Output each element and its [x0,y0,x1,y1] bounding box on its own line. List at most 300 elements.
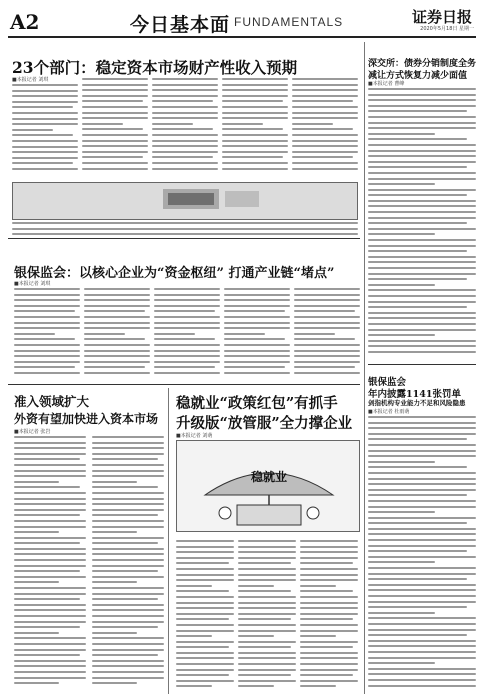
text-line [368,651,476,653]
text-line [368,528,476,530]
text-line [154,288,220,290]
text-line [368,573,476,575]
text-line [368,685,476,687]
text-line [154,333,195,335]
photo-caption-lines [12,222,358,236]
text-line [292,151,358,153]
text-line [82,84,148,86]
strip-photo [12,182,358,220]
text-line [238,652,296,654]
meeting-photo-graphic [13,183,358,220]
article-subheadline: 减让方式恢复力减少面值 [368,71,468,81]
text-line [84,350,150,352]
text-line [12,95,78,97]
text-line [82,78,148,80]
text-line [224,327,290,329]
text-line [300,669,358,671]
text-line [222,128,283,130]
text-line [92,581,137,583]
text-line [92,587,164,589]
text-line [12,222,358,224]
text-line [368,317,476,319]
cartoon-label: 稳就业 [250,470,288,484]
article-headline: 深交所：债券分销制度全务 [368,59,477,69]
text-line [14,458,80,460]
text-line [14,615,86,617]
article-byline: ■本报记者 刘琪 [12,77,49,83]
text-line [238,630,296,632]
text-line [82,95,148,97]
text-line [176,680,234,682]
text-line [368,640,476,642]
text-line [92,453,164,455]
text-line [294,294,360,296]
text-line [292,134,358,136]
text-line [82,112,148,114]
article-body [12,84,78,176]
text-line [224,299,290,301]
text-line [300,562,353,564]
section-divider [8,238,360,239]
text-line [14,322,80,324]
text-line [368,150,476,152]
text-line [238,568,296,570]
text-line [14,654,80,656]
text-line [14,553,86,555]
text-line [14,294,80,296]
text-line [12,90,78,92]
text-line [84,310,145,312]
text-line [238,657,296,659]
text-line [368,550,467,552]
text-line [14,665,86,667]
text-line [368,127,476,129]
text-line [176,674,229,676]
text-line [152,162,218,164]
text-line [300,641,358,643]
text-line [84,366,145,368]
text-line [368,88,476,90]
text-line [238,646,291,648]
article-subheadline: 外资有望加快进入资本市场 [14,412,159,426]
text-line [368,250,467,252]
text-line [368,533,476,535]
text-line [292,168,358,170]
text-line [368,94,476,96]
text-line [224,288,290,290]
text-line [300,674,353,676]
text-line [224,344,290,346]
text-line [176,602,234,604]
text-line [14,660,86,662]
text-line [292,112,358,114]
text-line [92,514,158,516]
text-line [82,151,148,153]
text-line [152,100,213,102]
text-line [368,261,476,263]
text-line [368,295,476,297]
text-line [238,596,296,598]
text-line [222,89,288,91]
page-number: A2 [10,10,40,34]
text-line [14,288,80,290]
text-line [92,537,164,539]
text-line [82,145,148,147]
text-line [368,629,476,631]
article-body [82,78,148,176]
text-line [152,156,213,158]
article-headline: 银保监会 [368,377,407,388]
text-line [82,89,148,91]
text-line [12,151,78,153]
text-line [154,305,220,307]
section-title: 今日基本面 [130,14,231,36]
text-line [92,553,164,555]
text-line [154,344,220,346]
text-line [368,634,467,636]
article-body [14,288,80,380]
text-line [292,106,358,108]
text-line [368,172,476,174]
text-line [368,228,476,230]
text-line [238,551,296,553]
text-line [12,228,358,230]
column-divider [168,388,169,694]
text-line [300,585,336,587]
text-line [368,472,476,474]
text-line [300,624,358,626]
text-line [368,273,476,275]
text-line [224,305,290,307]
article-headline: 23个部门：稳定资本市场财产性收入预期 [12,58,298,77]
right-column [368,42,476,694]
text-line [92,593,164,595]
article-body [176,540,234,692]
article-headline: 银保监会：以核心企业为“资金枢纽” 打通产业链“堵点” [14,266,335,281]
text-line [222,84,288,86]
text-line [14,598,80,600]
text-line [14,447,86,449]
text-line [154,294,220,296]
text-line [176,590,229,592]
text-line [224,294,290,296]
text-line [300,680,358,682]
text-line [14,677,86,679]
text-line [368,450,476,452]
text-line [152,112,218,114]
text-line [84,322,150,324]
text-line [84,355,150,357]
text-line [154,361,220,363]
text-line [294,333,335,335]
text-line [176,669,234,671]
text-line [300,602,358,604]
text-line [368,138,467,140]
text-line [222,134,288,136]
text-line [92,637,164,639]
text-line [12,157,78,159]
text-line [92,565,164,567]
text-line [238,607,296,609]
text-line [154,338,215,340]
text-line [368,334,435,336]
text-line [14,503,86,505]
text-line [92,654,158,656]
text-line [300,652,358,654]
text-line [14,576,86,578]
text-line [368,416,476,418]
text-line [92,509,164,511]
text-line [154,316,220,318]
text-line [222,145,288,147]
text-line [176,596,234,598]
text-line [368,122,476,124]
text-line [368,217,476,219]
text-line [294,310,355,312]
text-line [92,665,164,667]
text-line [224,350,290,352]
text-line [176,557,234,559]
article-body [368,416,476,694]
text-line [14,350,80,352]
text-line [368,155,476,157]
masthead-logo: 证券日报 [411,8,472,26]
article-body [152,78,218,176]
text-line [224,316,290,318]
text-line [238,585,274,587]
text-line [368,494,467,496]
text-line [12,162,73,164]
text-line [238,685,274,687]
text-line [12,129,53,131]
text-line [176,568,234,570]
text-line [222,156,283,158]
text-line [176,663,234,665]
article-headline: 稳就业“政策红包”有抓手 [176,395,338,412]
text-line [92,531,137,533]
article-byline: ■本报记者 杜雨萌 [368,409,410,415]
text-line [154,366,215,368]
text-line [92,626,158,628]
text-line [222,123,263,125]
text-line [14,526,86,528]
text-line [300,685,336,687]
text-line [176,562,229,564]
text-line [222,78,288,80]
text-line [368,645,476,647]
issue-date: 2020年5月18日 星期一 [420,26,474,32]
text-line [12,118,78,120]
text-line [300,635,336,637]
text-line [84,338,145,340]
text-line [294,322,360,324]
text-line [84,299,150,301]
text-line [368,668,476,670]
text-line [92,503,164,505]
text-line [14,333,55,335]
text-line [292,95,358,97]
text-line [238,635,274,637]
text-line [224,366,285,368]
text-line [294,366,355,368]
text-line [12,112,78,114]
text-line [368,301,476,303]
text-line [368,110,467,112]
page-header [8,4,476,38]
text-line [368,438,467,440]
text-line [92,548,164,550]
text-line [368,506,476,508]
text-line [238,613,296,615]
text-line [224,372,290,374]
text-line [176,540,234,542]
text-line [92,447,164,449]
text-line [368,662,435,664]
text-line [368,340,476,342]
text-line [82,134,148,136]
text-line [14,470,86,472]
text-line [176,641,234,643]
text-line [300,579,358,581]
text-line [294,344,360,346]
text-line [294,305,360,307]
text-line [368,478,476,480]
text-line [152,140,218,142]
text-line [82,128,143,130]
text-line [82,117,148,119]
text-line [92,570,158,572]
article-body [300,540,358,692]
text-line [92,609,164,611]
text-line [92,604,164,606]
text-line [238,562,291,564]
text-line [368,422,476,424]
text-line [300,568,358,570]
text-line [14,366,75,368]
text-line [12,134,73,136]
text-line [368,194,467,196]
text-line [368,200,476,202]
text-line [154,350,220,352]
text-line [368,211,476,213]
text-line [300,663,358,665]
text-line [300,596,358,598]
article-subheadline: 升级版“放管服”全力撑企业 [176,415,353,432]
text-line [292,156,353,158]
text-line [224,361,290,363]
article-byline: ■本报记者 刘萌 [176,433,213,439]
text-line [92,464,164,466]
text-line [368,427,476,429]
text-line [92,436,164,438]
text-line [92,475,164,477]
text-line [294,299,360,301]
text-line [292,128,353,130]
text-line [84,327,150,329]
text-line [238,602,296,604]
text-line [92,632,137,634]
text-line [238,590,291,592]
text-line [368,323,476,325]
text-line [368,483,476,485]
text-line [368,623,476,625]
text-line [14,464,86,466]
text-line [92,643,164,645]
section-subtitle: FUNDAMENTALS [234,15,344,29]
text-line [300,618,353,620]
text-line [84,344,150,346]
text-line [14,637,86,639]
text-line [92,559,164,561]
article-body [84,288,150,380]
text-line [222,117,288,119]
article-body [292,78,358,176]
text-line [14,593,86,595]
text-line [92,598,158,600]
text-line [368,144,476,146]
text-line [14,581,59,583]
text-line [368,673,476,675]
section-divider [8,384,360,385]
text-line [368,133,435,135]
cartoon-illustration [176,440,360,532]
text-line [82,162,148,164]
article-byline: ■本报记者 刘琪 [14,281,51,287]
text-line [84,372,150,374]
text-line [368,511,435,513]
text-line [238,574,296,576]
text-line [84,316,150,318]
text-line [368,539,476,541]
text-line [14,570,80,572]
text-line [14,344,80,346]
text-line [176,585,212,587]
text-line [294,327,360,329]
text-line [368,267,476,269]
text-line [152,117,218,119]
text-line [176,618,229,620]
text-line [152,84,218,86]
article-body [224,288,290,380]
text-line [224,322,290,324]
text-line [14,436,86,438]
text-line [154,299,220,301]
text-line [368,517,476,519]
article-body [222,78,288,176]
text-line [292,84,358,86]
text-line [14,587,86,589]
text-line [300,657,358,659]
text-line [152,128,213,130]
text-line [12,106,73,108]
text-line [294,372,360,374]
text-line [176,635,212,637]
text-line [14,327,80,329]
text-line [82,106,148,108]
text-line [222,168,288,170]
article-body [154,288,220,380]
text-line [300,613,358,615]
text-line [92,442,164,444]
article-subheadline: 年内披露1141张罚单 [368,389,461,400]
text-line [14,548,86,550]
text-line [82,123,123,125]
text-line [84,294,150,296]
text-line [14,310,75,312]
text-line [368,161,476,163]
text-line [176,574,234,576]
text-line [82,100,143,102]
